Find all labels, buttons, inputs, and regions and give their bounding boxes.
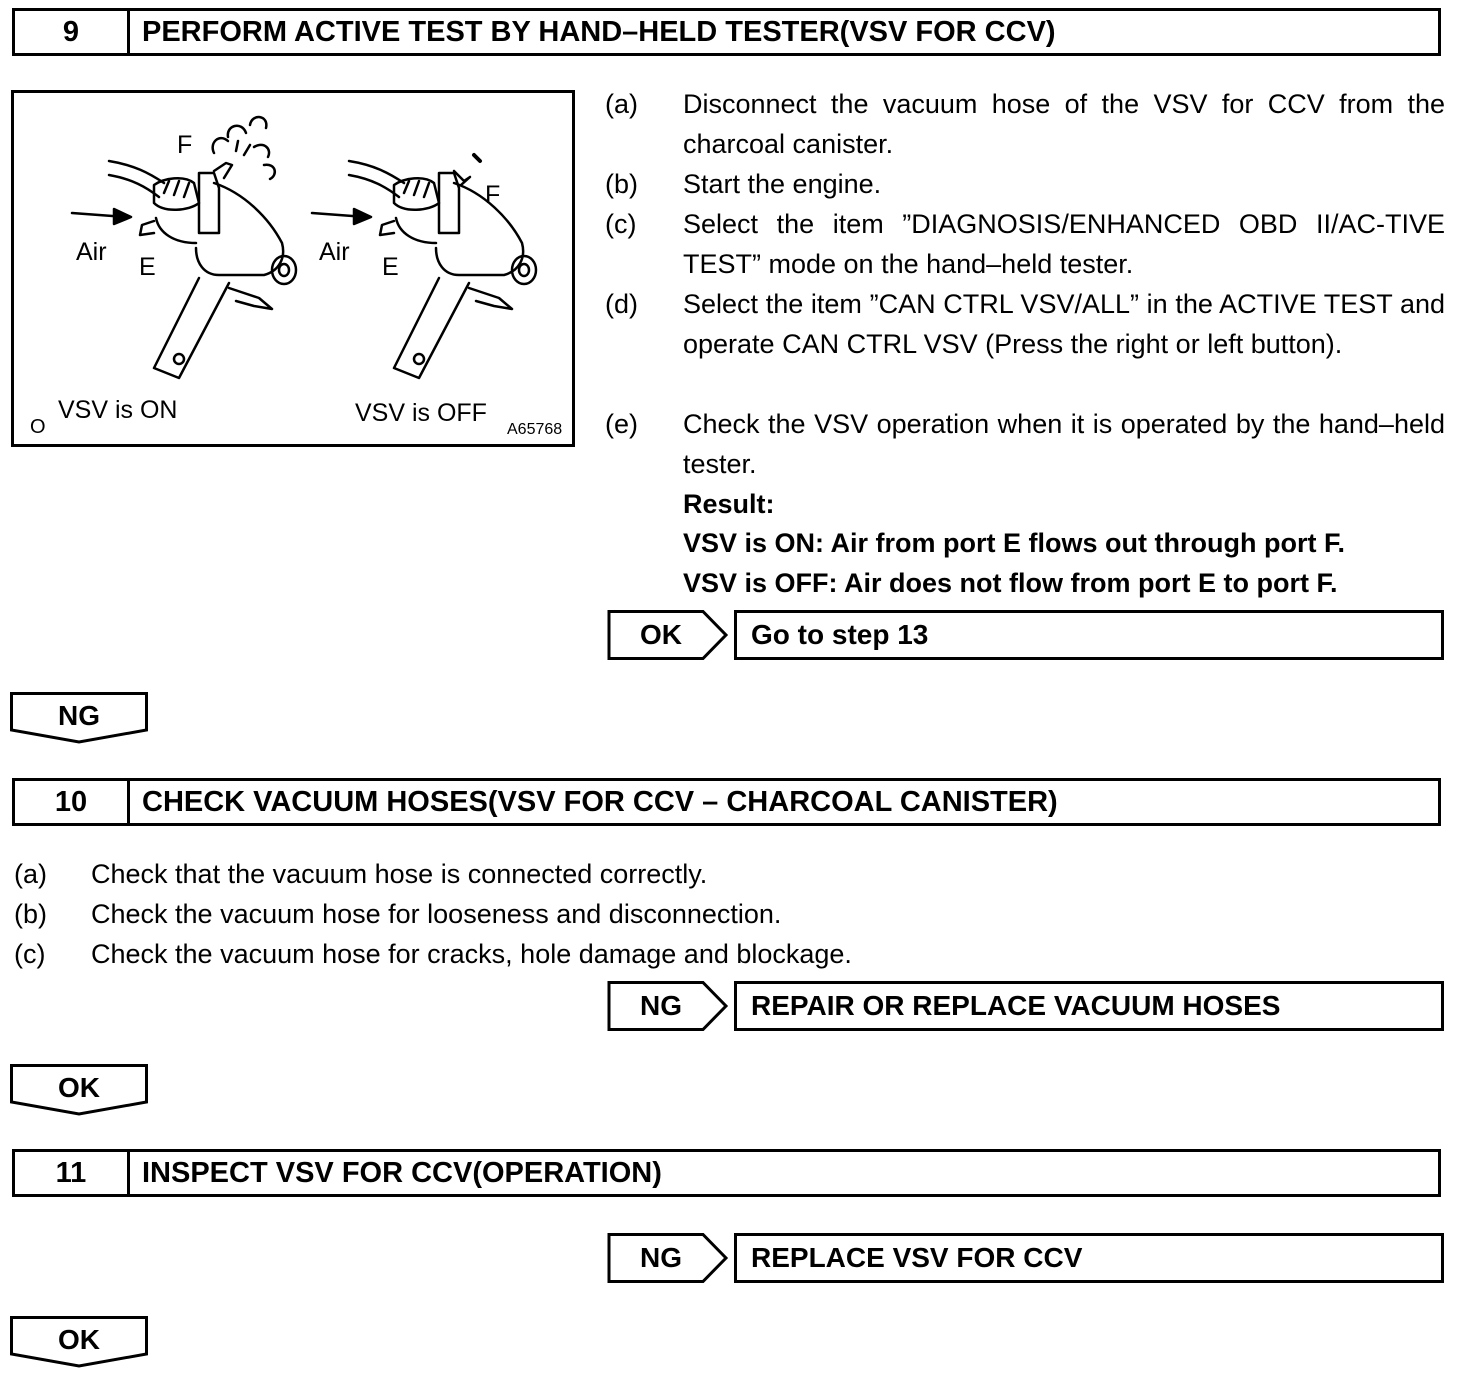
instruction-text: Select the item ”DIAGNOSIS/ENHANCED OBD II/AC‑TIVE TEST” mode on the hand–held tester.: [683, 209, 1445, 279]
branch-label: NG: [640, 990, 682, 1021]
result-heading: Result:: [683, 489, 775, 519]
replace-vsv-box[interactable]: REPLACE VSV FOR CCV: [734, 1233, 1444, 1283]
instruction-text: Disconnect the vacuum hose of the VSV for CCV from the charcoal canister.: [683, 89, 1445, 159]
instruction-text: Check the VSV operation when it is operated by the hand–held tester.: [683, 409, 1445, 479]
instruction-text: Check that the vacuum hose is connected correctly.: [91, 859, 708, 889]
branch-label: OK: [640, 619, 682, 650]
instruction-label: (e): [605, 409, 638, 439]
vsv-drawing: [14, 93, 572, 444]
step-title: PERFORM ACTIVE TEST BY HAND–HELD TESTER(VSV FOR CCV): [142, 15, 1056, 48]
air-label-on: Air: [76, 238, 107, 266]
step-number: 11: [15, 1152, 130, 1194]
instruction-d: [605, 284, 1445, 404]
instruction-label: (b): [14, 899, 47, 929]
instruction-text: Check the vacuum hose for cracks, hole damage and blockage.: [91, 939, 852, 969]
port-f-label-off: F: [485, 181, 501, 209]
down-tag-label: NG: [58, 700, 100, 731]
ok-down-tag[interactable]: [10, 1064, 148, 1116]
port-e-label-on: E: [139, 253, 156, 281]
ng-down-tag[interactable]: [10, 692, 148, 744]
instruction-a: [605, 84, 1445, 164]
port-f-label-on: F: [177, 131, 193, 159]
down-tag-label: OK: [58, 1072, 100, 1103]
repair-replace-hoses-box[interactable]: REPAIR OR REPLACE VACUUM HOSES: [734, 981, 1444, 1031]
step-title: CHECK VACUUM HOSES(VSV FOR CCV – CHARCOAL CANISTER): [142, 785, 1058, 818]
port-e-label-off: E: [382, 253, 399, 281]
result-vsv-off: VSV is OFF: Air does not flow from port E to port F.: [683, 568, 1338, 598]
instruction-label: (a): [605, 89, 638, 119]
step-title: INSPECT VSV FOR CCV(OPERATION): [142, 1156, 662, 1189]
instruction-text: Select the item ”CAN CTRL VSV/ALL” in the ACTIVE TEST and operate CAN CTRL VSV (Press the right or left button).: [683, 289, 1445, 359]
instruction-label: (c): [14, 939, 46, 969]
instruction-text: Start the engine.: [683, 169, 882, 199]
figure-id: A65768: [507, 421, 563, 438]
instruction-a: [14, 854, 1014, 894]
air-label-off: Air: [319, 238, 350, 266]
result-vsv-on: VSV is ON: Air from port E flows out through port F.: [683, 528, 1345, 558]
instruction-c: [605, 204, 1445, 284]
step-9-header: [12, 8, 1441, 56]
ok-down-tag[interactable]: [10, 1316, 148, 1368]
instruction-label: (c): [605, 209, 637, 239]
step-number: 9: [15, 11, 130, 53]
branch-label: NG: [640, 1242, 682, 1273]
instruction-c: [14, 934, 1014, 974]
ok-branch-tag[interactable]: [607, 610, 727, 660]
step-number: 10: [15, 781, 130, 823]
down-tag-label: OK: [58, 1324, 100, 1355]
go-to-step-13-box[interactable]: Go to step 13: [734, 610, 1444, 660]
caption-vsv-off: VSV is OFF: [355, 399, 487, 427]
step-10-header: [12, 778, 1441, 826]
instruction-b: [14, 894, 1014, 934]
corner-mark: O: [30, 416, 46, 438]
ng-branch-tag[interactable]: [607, 1233, 727, 1283]
step-11-header: [12, 1149, 1441, 1197]
instruction-label: (b): [605, 169, 638, 199]
ng-branch-tag[interactable]: [607, 981, 727, 1031]
caption-vsv-on: VSV is ON: [58, 396, 178, 424]
instruction-text: Check the vacuum hose for looseness and disconnection.: [91, 899, 782, 929]
instruction-e: [605, 404, 1445, 484]
vsv-illustration: [11, 90, 575, 447]
instruction-label: (d): [605, 289, 638, 319]
instruction-label: (a): [14, 859, 47, 889]
instruction-b: [605, 164, 1445, 204]
